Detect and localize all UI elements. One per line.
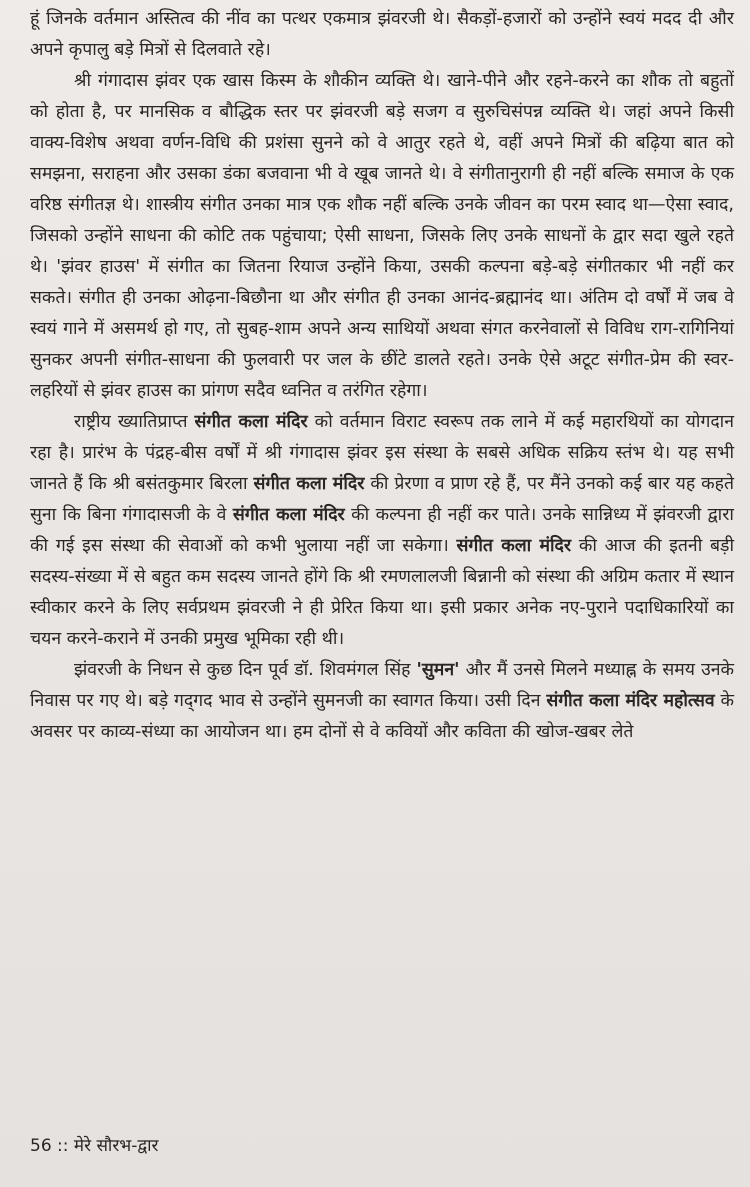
paragraph-4-text-1: झंवरजी के निधन से कुछ दिन पूर्व डॉ. शिवमंगल सिंह — [74, 660, 417, 680]
paragraph-3-text-5: की आज की इतनी बड़ी सदस्य-संख्या में से बहुत कम सदस्य जानते होंगे कि श्री रमणलालजी बिन्नानी को संस्था की अग्रिम कतार में स्थान स्वीकार करने के लिए सर्वप्रथम झंवरजी ने ही प्रेरित किया था। इसी प्रकार अनेक नए-पुराने पदाधिकारियों का चयन करने-कराने में उनकी प्रमुख भूमिका रही थी। — [30, 536, 735, 649]
paragraph-3 — [30, 407, 734, 655]
paragraph-3-text-2: को वर्तमान विराट स्वरूप तक लाने में कई महारथियों का योगदान रहा है। प्रारंभ के पंद्रह-बीस वर्षों में श्री गंगादास झंवर इस संस्था के सबसे अधिक सक्रिय स्तंभ थे। यह सभी जानते हैं कि श्री बसंतकुमार बिरला — [30, 412, 735, 494]
paragraph-4 — [30, 655, 734, 748]
paragraph-1 — [30, 4, 734, 66]
page-number: 56 — [30, 1136, 52, 1156]
bold-phrase-sangeet-kala-mandir: संगीत कला मंदिर — [253, 474, 365, 494]
footer-separator: :: — [57, 1136, 69, 1156]
page-body — [30, 4, 734, 748]
paragraph-2-text: श्री गंगादास झंवर एक खास किस्म के शौकीन व्यक्ति थे। खाने-पीने और रहने-करने का शौक तो बहुतों को होता है, पर मानसिक व बौद्धिक स्तर पर झंवरजी बड़े सजग व सुरुचिसंपन्न व्यक्ति थे। जहां अपने किसी वाक्य-विशेष अथवा वर्णन-विधि की प्रशंसा सुनने को वे आतुर रहते थे, वहीं अपने मित्रों की बढ़िया बात को समझना, सराहना और उसका डंका बजवाना भी वे खूब जानते थे। वे संगीतानुरागी ही नहीं बल्कि समाज के एक वरिष्ठ संगीतज्ञ थे। शास्त्रीय संगीत उनका मात्र एक शौक नहीं बल्कि उनके जीवन का परम स्वाद था—ऐसा स्वाद, जिसको उन्होंने साधना की कोटि तक पहुंचाया; ऐसी साधना, जिसके लिए उनके साधनों के द्वार सदा खुले रहते थे। 'झंवर हाउस' में संगीत का जितना रियाज उन्होंने किया, उसकी कल्पना बड़े-बड़े संगीतकार भी नहीं कर सकते। संगीत ही उनका ओढ़ना-बिछौना था और संगीत ही उनका आनंद-ब्रह्मानंद था। अंतिम दो वर्षों में जब वे स्वयं गाने में असमर्थ हो गए, तो सुबह-शाम अपने अन्य साथियों अथवा संगत करनेवालों से विविध राग-रागिनियां सुनकर अपनी संगीत-साधना की फुलवारी पर जल के छींटे डालते रहते। उनके ऐसे अटूट संगीत-प्रेम की स्वर-लहरियों से झंवर हाउस का प्रांगण सदैव ध्वनित व तरंगित रहेगा। — [30, 71, 734, 401]
bold-phrase-sangeet-kala-mandir: संगीत कला मंदिर — [456, 536, 572, 556]
paragraph-3-text-4: की कल्पना ही नहीं कर पाते। उनके सान्निध्य में झंवरजी द्वारा की गई इस संस्था की सेवाओं को कभी भुलाया नहीं जा सकेगा। — [30, 505, 734, 556]
bold-phrase-sangeet-kala-mandir: संगीत कला मंदिर — [232, 505, 345, 525]
paragraph-2 — [30, 66, 734, 407]
page-footer — [30, 1134, 159, 1158]
paragraph-3-text-3: की प्रेरणा व प्राण रहे हैं, पर मैंने उनको कई बार यह कहते सुना कि बिना गंगादासजी के वे — [30, 474, 734, 525]
paragraph-4-text-3: के अवसर पर काव्य-संध्या का आयोजन था। हम दोनों से वे कवियों और कविता की खोज-खबर लेते — [30, 691, 734, 742]
paragraph-1-text: हूं जिनके वर्तमान अस्तित्व की नींव का पत्थर एकमात्र झंवरजी थे। सैकड़ों-हजारों को उन्होंने स्वयं मदद दी और अपने कृपालु बड़े मित्रों से दिलवाते रहे। — [30, 9, 734, 60]
paragraph-3-text-1: राष्ट्रीय ख्यातिप्राप्त — [74, 412, 195, 432]
paragraph-4-text-2: और मैं उनसे मिलने मध्याह्न के समय उनके निवास पर गए थे। बड़े गद्‌गद भाव से उन्होंने सुमनजी का स्वागत किया। उसी दिन — [30, 660, 734, 711]
bold-phrase-suman: 'सुमन' — [416, 660, 460, 680]
bold-phrase-sangeet-kala-mandir: संगीत कला मंदिर — [194, 412, 308, 432]
bold-phrase-mahotsav: संगीत कला मंदिर महोत्सव — [546, 691, 715, 711]
book-title: मेरे सौरभ-द्वार — [73, 1136, 159, 1156]
